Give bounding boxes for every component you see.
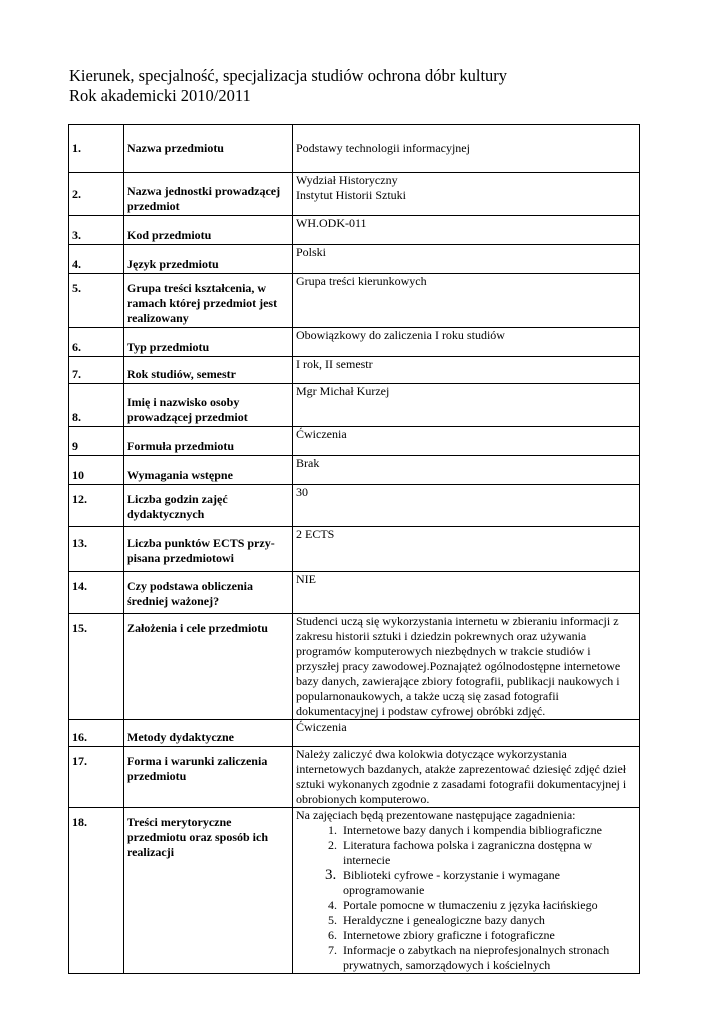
row-number: 9	[69, 427, 124, 456]
row-number: 18.	[69, 808, 124, 974]
row-value: I rok, II semestr	[293, 357, 640, 384]
table-row	[69, 614, 640, 720]
table-row	[69, 173, 640, 216]
row-value: NIE	[293, 572, 640, 614]
table-row	[69, 216, 640, 245]
row-label: Typ przedmiotu	[124, 328, 293, 357]
value-line: Wydział Historyczny	[296, 173, 398, 187]
row-number: 4.	[69, 245, 124, 274]
value-line: Instytut Historii Sztuki	[296, 188, 407, 202]
row-label: Wymagania wstępne	[124, 456, 293, 485]
row-value: Grupa treści kierunkowych	[293, 274, 640, 328]
row-value: 2 ECTS	[293, 527, 640, 572]
row-value: Studenci uczą się wykorzystania internetu w zbieraniu informacji z zakresu historii sztuki i dziedzin pokrewnych oraz używania programów komputerowych niezbędnych w trakcie studiów i przyszłej pracy zawodowej.Poznająteż ogólnodostępne internetowe bazy danych, zawierające zbiory fotografii, publikacji naukowych i popularnonaukowych, a także uczą się zasad fotografii dokumentacyjnej i podstaw cyfrowej obróbki zdjęć.	[293, 614, 640, 720]
topics-list	[296, 823, 636, 973]
row-label: Nazwa jednostki prowadzącej przedmiot	[124, 173, 293, 216]
row-label: Imię i nazwisko osoby prowadzącej przedmiot	[124, 384, 293, 427]
document-header	[69, 66, 507, 106]
row-label: Formuła przedmiotu	[124, 427, 293, 456]
table-row	[69, 245, 640, 274]
row-number: 17.	[69, 747, 124, 808]
program-line: Kierunek, specjalność, specjalizacja studiów ochrona dóbr kultury	[69, 66, 508, 85]
row-number: 8.	[69, 384, 124, 427]
row-number: 1.	[69, 125, 124, 173]
row-label: Czy podstawa obliczenia średniej ważonej?	[124, 572, 293, 614]
row-value: Polski	[293, 245, 640, 274]
row-number: 12.	[69, 485, 124, 527]
table-row	[69, 357, 640, 384]
row-value: Obowiązkowy do zaliczenia I roku studiów	[293, 328, 640, 357]
row-label: Nazwa przedmiotu	[124, 125, 293, 173]
row-label: Metody dydaktyczne	[124, 720, 293, 747]
list-item: 1. Internetowe bazy danych i kompendia bibliograficzne	[340, 823, 636, 838]
list-item: 5. Heraldyczne i genealogiczne bazy danych	[340, 913, 636, 928]
row-value: Mgr Michał Kurzej	[293, 384, 640, 427]
table-row	[69, 527, 640, 572]
row-label: Kod przedmiotu	[124, 216, 293, 245]
row-number: 3.	[69, 216, 124, 245]
table-row	[69, 720, 640, 747]
row-number: 2.	[69, 173, 124, 216]
row-label: Założenia i cele przedmiotu	[124, 614, 293, 720]
row-value: Ćwiczenia	[293, 720, 640, 747]
row-value: Należy zaliczyć dwa kolokwia dotyczące wykorzystania internetowych bazdanych, atakże zaprezentować dziesięć zdjęć dzieł sztuki wykonanych zgodnie z zasadami fotografii dokumentacyjnej i obrobionych komputerowo.	[293, 747, 640, 808]
list-item: 3. Biblioteki cyfrowe - korzystanie i wymagane oprogramowanie	[340, 868, 636, 898]
row-value	[293, 173, 640, 216]
list-item: 4. Portale pomocne w tłumaczeniu z języka łacińskiego	[340, 898, 636, 913]
table-row	[69, 125, 640, 173]
table-row	[69, 747, 640, 808]
academic-year-line: Rok akademicki 2010/2011	[69, 86, 251, 105]
row-number: 13.	[69, 527, 124, 572]
row-label: Treści merytoryczne przedmiotu oraz sposób ich realizacji	[124, 808, 293, 974]
table-row	[69, 485, 640, 527]
row-label: Rok studiów, semestr	[124, 357, 293, 384]
row-value	[293, 808, 640, 974]
table-row	[69, 456, 640, 485]
row-number: 15.	[69, 614, 124, 720]
row-number: 5.	[69, 274, 124, 328]
row-number: 14.	[69, 572, 124, 614]
list-item: 2. Literatura fachowa polska i zagraniczna dostępna w internecie	[340, 838, 636, 868]
syllabus-table	[68, 124, 640, 974]
list-item: 7. Informacje o zabytkach na nieprofesjonalnych stronach prywatnych, samorządowych i kościelnych	[340, 943, 636, 973]
row-value: WH.ODK-011	[293, 216, 640, 245]
row-label: Forma i warunki zaliczenia przedmiotu	[124, 747, 293, 808]
row-label: Język przedmiotu	[124, 245, 293, 274]
table-row	[69, 808, 640, 974]
table-row	[69, 328, 640, 357]
row-number: 10	[69, 456, 124, 485]
row-value: Brak	[293, 456, 640, 485]
row-number: 7.	[69, 357, 124, 384]
list-item: 6. Internetowe zbiory graficzne i fotograficzne	[340, 928, 636, 943]
row-number: 6.	[69, 328, 124, 357]
row-value: Podstawy technologii informacyjnej	[293, 125, 640, 173]
row-label: Grupa treści kształcenia, w ramach której przedmiot jest realizowany	[124, 274, 293, 328]
row-label: Liczba punktów ECTS przy-pisana przedmiotowi	[124, 527, 293, 572]
table-row	[69, 384, 640, 427]
row-value: 30	[293, 485, 640, 527]
row-label: Liczba godzin zajęć dydaktycznych	[124, 485, 293, 527]
row-number: 16.	[69, 720, 124, 747]
topics-intro: Na zajęciach będą prezentowane następujące zagadnienia:	[296, 808, 576, 822]
table-row	[69, 427, 640, 456]
table-row	[69, 274, 640, 328]
table-row	[69, 572, 640, 614]
row-value: Ćwiczenia	[293, 427, 640, 456]
